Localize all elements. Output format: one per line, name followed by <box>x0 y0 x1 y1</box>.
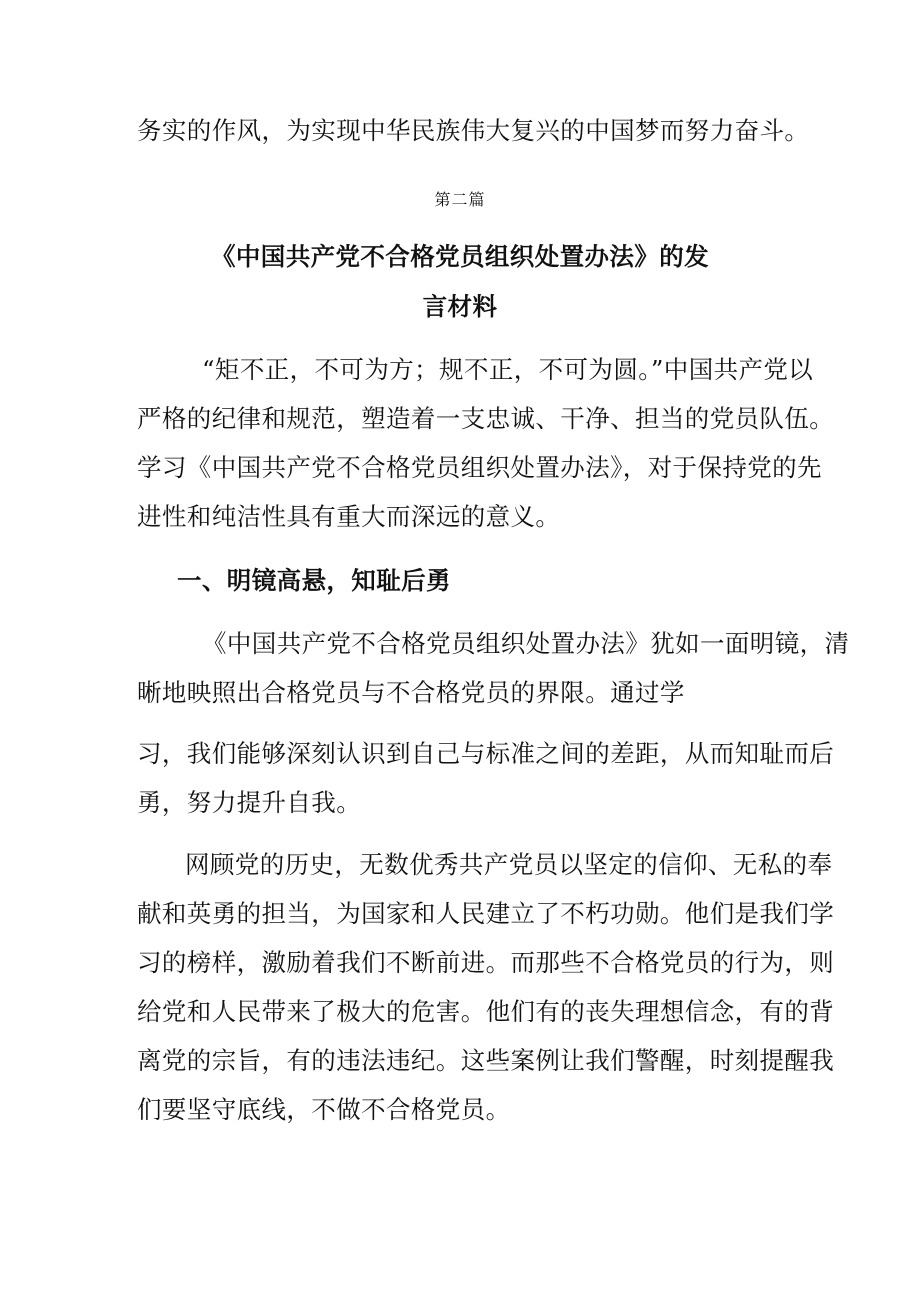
paragraph-line: 进性和纯洁性具有重大而深远的意义。 <box>137 502 561 531</box>
paragraph-line: 晰地映照出合格党员与不合格党员的界限。通过学 <box>137 678 685 707</box>
paragraph-line: 离党的宗旨，有的违法违纪。这些案例让我们警醒，时刻提醒我 <box>137 1046 835 1075</box>
paragraph-line: 勇，努力提升自我。 <box>137 788 362 817</box>
paragraph-line: 网顾党的历史，无数优秀共产党员以坚定的信仰、无私的奉 <box>185 850 833 879</box>
paragraph-line: 习的榜样，激励着我们不断前进。而那些不合格党员的行为，则 <box>137 948 835 977</box>
paragraph-line: 严格的纪律和规范，塑造着一支忠诚、干净、担当的党员队伍。 <box>137 404 835 433</box>
title-line: 《中国共产党不合格党员组织处置办法》的发 <box>211 242 709 271</box>
paragraph-line: 献和英勇的担当，为国家和人民建立了不朽功勋。他们是我们学 <box>137 899 835 928</box>
paragraph-line: 习，我们能够深刻认识到自己与标准之间的差距，从而知耻而后 <box>137 739 835 768</box>
paragraph-line: 学习《中国共产党不合格党员组织处置办法》，对于保持党的先 <box>137 453 822 482</box>
section-label: 第二篇 <box>434 190 486 209</box>
paragraph-line: 给党和人民带来了极大的危害。他们有的丧失理想信念，有的背 <box>137 997 835 1026</box>
section-heading: 一、明镜高悬，知耻后勇 <box>177 566 451 595</box>
title-line: 言材料 <box>422 292 498 321</box>
paragraph-line: “矩不正，不可为方；规不正，不可为圆。”中国共产党以 <box>202 355 814 384</box>
paragraph-line: 们要坚守底线，不做不合格党员。 <box>137 1095 511 1124</box>
continuation-text: 务实的作风，为实现中华民族伟大复兴的中国梦而努力奋斗。 <box>137 116 810 145</box>
paragraph-line: 《中国共产党不合格党员组织处置办法》犹如一面明镜，清 <box>202 629 850 658</box>
